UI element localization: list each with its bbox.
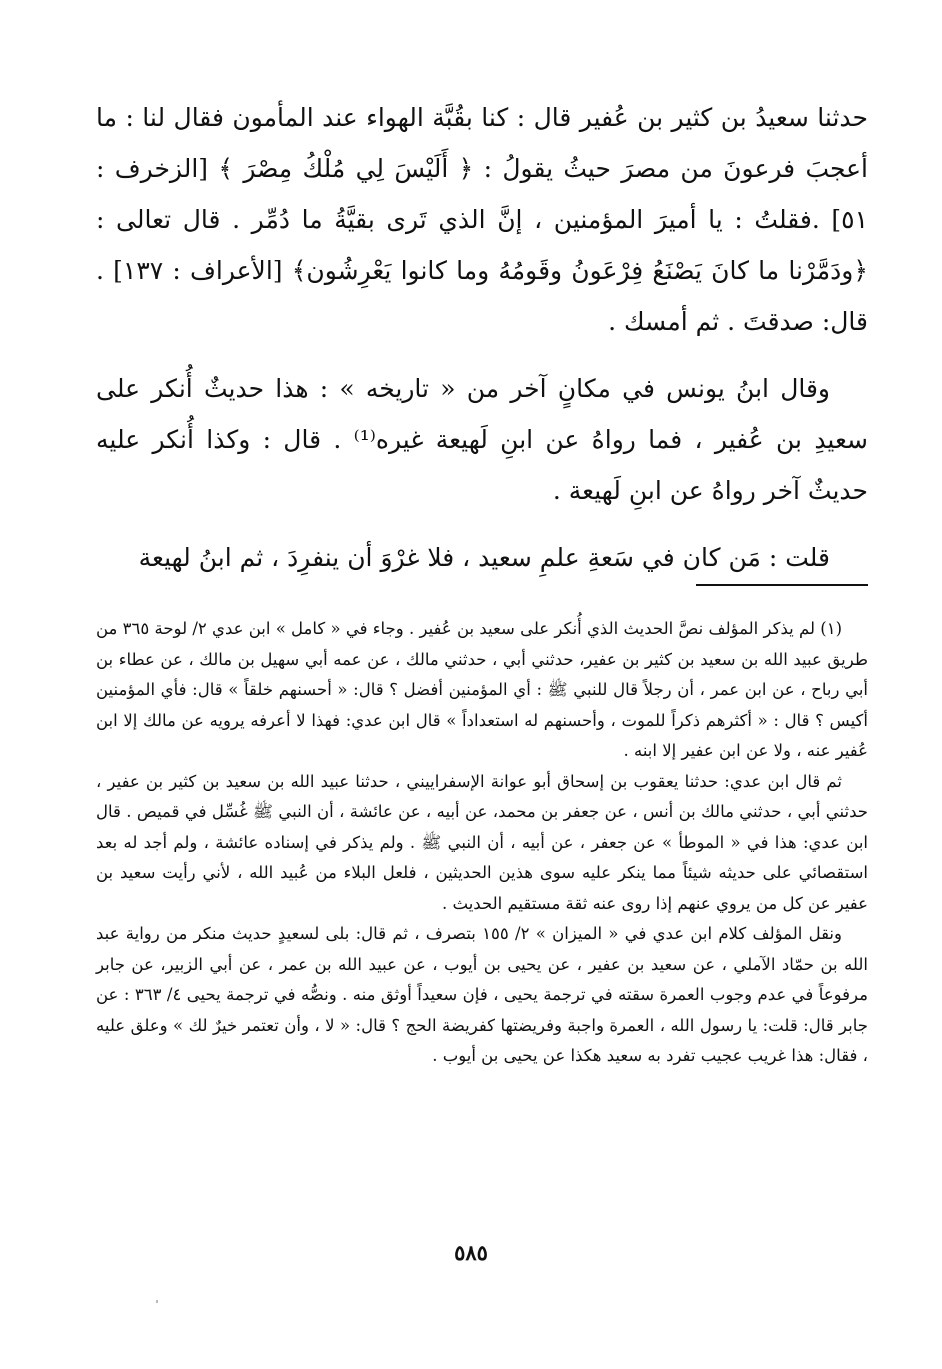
main-text [96, 92, 868, 583]
scan-speck [156, 1300, 158, 1303]
main-paragraph-3: قلت : مَن كان في سَعةِ علمِ سعيد ، فلا غرْوَ أن ينفرِدَ ، ثم ابنُ لهيعة [138, 543, 830, 572]
main-paragraph-1: حدثنا سعيدُ بن كثير بن عُفير قال : كنا بقُبَّة الهواء عند المأمون فقال لنا : ما أعجبَ فرعونَ من مصرَ حيثُ يقولُ : ﴿ أَلَيْسَ لِي مُلْكُ مِصْرَ ﴾ [الزخرف : ٥١] .فقلتُ : يا أميرَ المؤمنين ، إنَّ الذي تَرى بقيَّةُ ما دُمِّر . قال تعالى : ﴿ودَمَّرْنا ما كانَ يَصْنَعُ فِرْعَونُ وقَومُهُ وما كانوا يَعْرِشُون﴾ [الأعراف : ١٣٧] . قال: صدقتَ . ثم أمسك . [96, 103, 868, 336]
footnote-continuation-1: ثم قال ابن عدي: حدثنا يعقوب بن إسحاق أبو عوانة الإسفراييني ، حدثنا عبيد الله بن سعيد بن كثير بن عفير ، حدثني أبي ، حدثني مالك بن أنس ، عن جعفر بن محمد، عن أبيه ، عن عائشة ، أن النبي ﷺ غُسِّل في قميص . قال ابن عدي: هذا في « الموطأ » عن جعفر ، عن أبيه ، أن النبي ﷺ . ولم يذكر في إسناده عائشة ، ولم أجد له بعد استقصائي على حديثه شيئاً مما ينكر عليه سوى هذين الحديثين ، فلعل البلاء من عُبيد الله ، لأني رأيت سعيد بن عفير عن كل من يروي عنهم إذا روى عنه ثقة مستقيم الحديث . [96, 771, 868, 913]
page-number: ٥٨٥ [454, 1240, 488, 1265]
footnote-continuation-2: ونقل المؤلف كلام ابن عدي في « الميزان » ٢/ ١٥٥ بتصرف ، ثم قال: بلى لسعيدٍ حديث منكر من رواية عبد الله بن حمّاد الآملي ، عن سعيد بن عفير ، عن يحيى بن أيوب ، عن عبيد الله بن عمر ، عن أبي الزبير، عن جابر مرفوعاً في عدم وجوب العمرة سقته في ترجمة يحيى ، فإن سعيداً أوثق منه . ونصُّه في ترجمة يحيى ٤/ ٣٦٣ : عن جابر قال: قلت: يا رسول الله ، العمرة واجبة وفريضتها كفريضة الحج ؟ قال: « لا ، وأن تعتمر خيرٌ لك » وعلق عليه ، فقال: هذا غريب عجيب تفرد به سعيد هكذا عن يحيى بن أيوب . [96, 924, 868, 1065]
main-paragraph-2: وقال ابنُ يونس في مكانٍ آخر من « تاريخه » : هذا حديثٌ أُنكر على سعيدِ بن عُفير ، فما رواهُ عن ابنِ لَهيعة غيره⁽¹⁾ . قال : وكذا أُنكر عليه حديثٌ آخر رواهُ عن ابنِ لَهيعة . [96, 374, 868, 505]
footnote-separator [696, 584, 868, 586]
footnote-1: (١) لم يذكر المؤلف نصَّ الحديث الذي أُنكر على سعيد بن عُفير . وجاء في « كامل » ابن عدي ٢/ لوحة ٣٦٥ من طريق عبيد الله بن سعيد بن كثير بن عفير، حدثني أبي ، حدثني مالك ، عن عمه أبي سهيل بن مالك ، عن عطاء بن أبي رباح ، عن ابن عمر ، أن رجلاً قال للنبي ﷺ : أي المؤمنين أفضل ؟ قال: « أحسنهم خلقاً » قال: فأي المؤمنين أكيس ؟ قال : « أكثرهم ذكراً للموت ، وأحسنهم له استعداداً » قال ابن عدي: فهذا لا أعرفه يرويه عن مالك إلا ابن عُفير عنه ، ولا عن ابن عفير إلا ابنه . [96, 619, 868, 760]
footnotes [96, 614, 868, 1072]
